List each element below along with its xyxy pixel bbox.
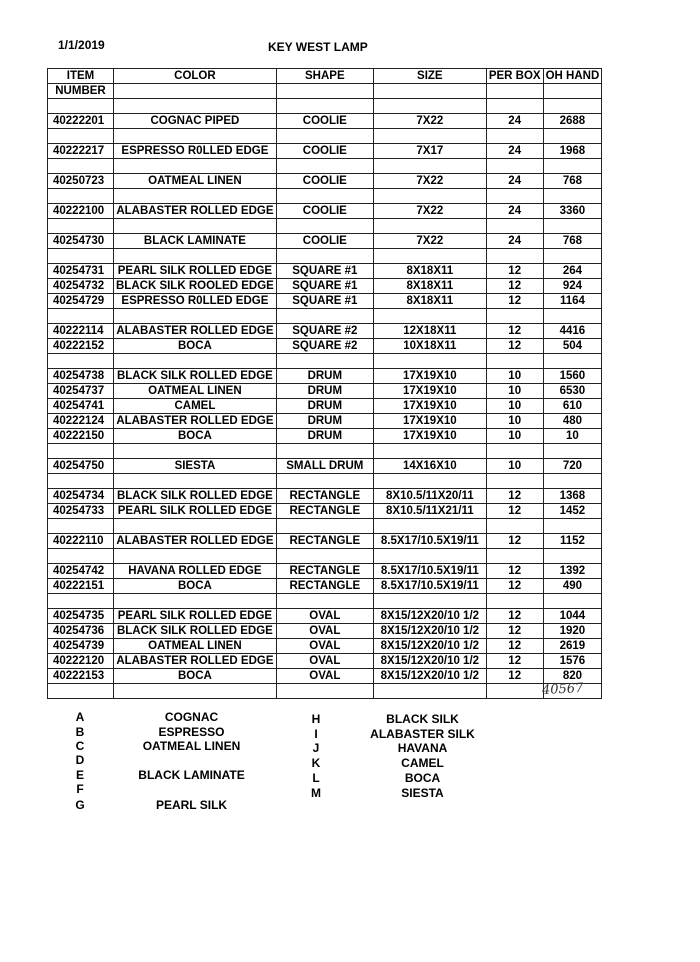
legend-key: K bbox=[311, 756, 321, 770]
table-row bbox=[48, 234, 602, 249]
cell-shape: SQUARE #1 bbox=[276, 264, 373, 279]
cell-per-box: 12 bbox=[486, 624, 543, 639]
cell-on-hand: 264 bbox=[543, 264, 602, 279]
legend-value: PEARL SILK bbox=[155, 798, 228, 812]
cell-shape: DRUM bbox=[276, 369, 373, 384]
table-row bbox=[48, 294, 602, 309]
cell-color: COGNAC PIPED bbox=[114, 114, 277, 129]
table-row bbox=[48, 654, 602, 669]
cell-shape: COOLIE bbox=[276, 144, 373, 159]
cell-item-number: 40222153 bbox=[48, 669, 114, 684]
cell-shape: COOLIE bbox=[276, 204, 373, 219]
cell-shape: RECTANGLE bbox=[276, 489, 373, 504]
col-header-shape: SHAPE bbox=[276, 69, 373, 84]
table-row bbox=[48, 114, 602, 129]
spacer-row bbox=[48, 189, 602, 204]
cell-size: 12X18X11 bbox=[373, 324, 486, 339]
cell-size: 10X18X11 bbox=[373, 339, 486, 354]
legend-value: SIESTA bbox=[401, 786, 444, 800]
cell-item-number: 40222201 bbox=[48, 114, 114, 129]
cell-per-box: 12 bbox=[486, 294, 543, 309]
cell-color: BOCA bbox=[114, 579, 277, 594]
cell-size: 7X17 bbox=[373, 144, 486, 159]
cell-on-hand: 768 bbox=[543, 234, 602, 249]
spacer-row bbox=[48, 159, 602, 174]
legend-key: I bbox=[314, 727, 318, 741]
cell-item-number: 40254737 bbox=[48, 384, 114, 399]
table-row bbox=[48, 339, 602, 354]
cell-per-box: 10 bbox=[486, 459, 543, 474]
table-row bbox=[48, 609, 602, 624]
spacer-row bbox=[48, 219, 602, 234]
cell-on-hand: 1576 bbox=[543, 654, 602, 669]
cell-item-number: 40254733 bbox=[48, 504, 114, 519]
cell-color: BLACK SILK ROLLED EDGE bbox=[114, 489, 277, 504]
legend-key: J bbox=[312, 741, 320, 755]
cell-item-number: 40222110 bbox=[48, 534, 114, 549]
cell-size: 8X18X11 bbox=[373, 264, 486, 279]
cell-on-hand: 924 bbox=[543, 279, 602, 294]
legend-value: BLACK LAMINATE bbox=[138, 768, 245, 782]
cell-size: 8.5X17/10.5X19/11 bbox=[373, 534, 486, 549]
cell-shape: SQUARE #1 bbox=[276, 294, 373, 309]
table-row bbox=[48, 384, 602, 399]
cell-on-hand: 2619 bbox=[543, 639, 602, 654]
cell-shape: SMALL DRUM bbox=[276, 459, 373, 474]
table-row bbox=[48, 504, 602, 519]
table-row bbox=[48, 579, 602, 594]
spacer-row bbox=[48, 249, 602, 264]
cell-item-number: 40254742 bbox=[48, 564, 114, 579]
legend-entry bbox=[0, 741, 700, 756]
cell-per-box: 12 bbox=[486, 579, 543, 594]
cell-color: BLACK LAMINATE bbox=[114, 234, 277, 249]
table-row bbox=[48, 414, 602, 429]
table-subheader-row bbox=[48, 84, 602, 99]
col-subheader-number: NUMBER bbox=[48, 84, 114, 99]
cell-size: 8.5X17/10.5X19/11 bbox=[373, 564, 486, 579]
cell-color: ALABASTER ROLLED EDGE bbox=[114, 534, 277, 549]
cell-per-box: 12 bbox=[486, 324, 543, 339]
cell-on-hand: 10 bbox=[543, 429, 602, 444]
legend-key: B bbox=[75, 725, 85, 739]
cell-shape: DRUM bbox=[276, 414, 373, 429]
cell-shape: COOLIE bbox=[276, 174, 373, 189]
cell-shape: RECTANGLE bbox=[276, 564, 373, 579]
spacer-row bbox=[48, 354, 602, 369]
cell-color: BOCA bbox=[114, 339, 277, 354]
cell-on-hand: 820 bbox=[543, 669, 602, 684]
spacer-row bbox=[48, 129, 602, 144]
table-row bbox=[48, 489, 602, 504]
spacer-row bbox=[48, 309, 602, 324]
inventory-table bbox=[47, 68, 602, 699]
spacer-row bbox=[48, 474, 602, 489]
table-row bbox=[48, 429, 602, 444]
table-row bbox=[48, 174, 602, 189]
legend-value: BOCA bbox=[404, 771, 441, 785]
cell-item-number: 40254741 bbox=[48, 399, 114, 414]
spacer-row bbox=[48, 594, 602, 609]
cell-item-number: 40254729 bbox=[48, 294, 114, 309]
cell-color: CAMEL bbox=[114, 399, 277, 414]
cell-color: BOCA bbox=[114, 429, 277, 444]
cell-shape: OVAL bbox=[276, 609, 373, 624]
cell-size: 17X19X10 bbox=[373, 399, 486, 414]
cell-color: OATMEAL LINEN bbox=[114, 384, 277, 399]
cell-on-hand: 480 bbox=[543, 414, 602, 429]
cell-color: PEARL SILK ROLLED EDGE bbox=[114, 504, 277, 519]
cell-on-hand: 490 bbox=[543, 579, 602, 594]
cell-shape: SQUARE #2 bbox=[276, 339, 373, 354]
cell-item-number: 40254738 bbox=[48, 369, 114, 384]
cell-per-box: 10 bbox=[486, 414, 543, 429]
cell-on-hand: 1920 bbox=[543, 624, 602, 639]
cell-item-number: 40254732 bbox=[48, 279, 114, 294]
spacer-row bbox=[48, 684, 602, 699]
cell-size: 14X16X10 bbox=[373, 459, 486, 474]
cell-size: 8.5X17/10.5X19/11 bbox=[373, 579, 486, 594]
legend-key: C bbox=[75, 739, 85, 753]
cell-item-number: 40254736 bbox=[48, 624, 114, 639]
table-row bbox=[48, 639, 602, 654]
cell-item-number: 40254730 bbox=[48, 234, 114, 249]
sheet-title: KEY WEST LAMP bbox=[268, 40, 368, 54]
cell-color: BLACK SILK ROLLED EDGE bbox=[114, 369, 277, 384]
cell-shape: COOLIE bbox=[276, 114, 373, 129]
col-header-size: SIZE bbox=[373, 69, 486, 84]
cell-shape: DRUM bbox=[276, 384, 373, 399]
cell-shape: COOLIE bbox=[276, 234, 373, 249]
cell-color: PEARL SILK ROLLED EDGE bbox=[114, 609, 277, 624]
cell-size: 7X22 bbox=[373, 204, 486, 219]
cell-per-box: 10 bbox=[486, 429, 543, 444]
cell-color: ESPRESSO R0LLED EDGE bbox=[114, 144, 277, 159]
cell-per-box: 24 bbox=[486, 234, 543, 249]
legend-value: OATMEAL LINEN bbox=[142, 739, 241, 753]
legend-value: ESPRESSO bbox=[158, 725, 225, 739]
cell-color: ESPRESSO R0LLED EDGE bbox=[114, 294, 277, 309]
cell-shape: SQUARE #2 bbox=[276, 324, 373, 339]
col-header-color: COLOR bbox=[114, 69, 277, 84]
table-row bbox=[48, 144, 602, 159]
cell-item-number: 40222151 bbox=[48, 579, 114, 594]
legend-value: CAMEL bbox=[401, 756, 444, 770]
cell-size: 17X19X10 bbox=[373, 369, 486, 384]
table-row bbox=[48, 369, 602, 384]
cell-size: 17X19X10 bbox=[373, 414, 486, 429]
cell-size: 8X15/12X20/10 1/2 bbox=[373, 669, 486, 684]
cell-item-number: 40254731 bbox=[48, 264, 114, 279]
legend-key: M bbox=[311, 786, 321, 800]
cell-on-hand: 720 bbox=[543, 459, 602, 474]
cell-item-number: 40222152 bbox=[48, 339, 114, 354]
cell-on-hand: 4416 bbox=[543, 324, 602, 339]
cell-item-number: 40222120 bbox=[48, 654, 114, 669]
cell-shape: RECTANGLE bbox=[276, 534, 373, 549]
table-row bbox=[48, 324, 602, 339]
cell-per-box: 24 bbox=[486, 204, 543, 219]
cell-shape: OVAL bbox=[276, 624, 373, 639]
cell-per-box: 12 bbox=[486, 339, 543, 354]
cell-on-hand: 1452 bbox=[543, 504, 602, 519]
cell-shape: SQUARE #1 bbox=[276, 279, 373, 294]
cell-shape: RECTANGLE bbox=[276, 504, 373, 519]
col-header-on-hand: OH HAND bbox=[543, 69, 602, 84]
cell-size: 8X18X11 bbox=[373, 279, 486, 294]
cell-size: 8X10.5/11X21/11 bbox=[373, 504, 486, 519]
cell-color: ALABASTER ROLLED EDGE bbox=[114, 654, 277, 669]
legend-value: COGNAC bbox=[164, 710, 219, 724]
cell-on-hand: 610 bbox=[543, 399, 602, 414]
table-row bbox=[48, 624, 602, 639]
cell-color: PEARL SILK ROLLED EDGE bbox=[114, 264, 277, 279]
cell-size: 8X10.5/11X20/11 bbox=[373, 489, 486, 504]
cell-color: SIESTA bbox=[114, 459, 277, 474]
legend-key: E bbox=[75, 768, 84, 782]
cell-per-box: 12 bbox=[486, 534, 543, 549]
cell-per-box: 12 bbox=[486, 279, 543, 294]
legend-entry bbox=[0, 771, 700, 786]
cell-shape: OVAL bbox=[276, 654, 373, 669]
cell-color: ALABASTER ROLLED EDGE bbox=[114, 204, 277, 219]
cell-size: 17X19X10 bbox=[373, 429, 486, 444]
cell-item-number: 40254739 bbox=[48, 639, 114, 654]
spacer-row bbox=[48, 444, 602, 459]
legend-key: F bbox=[76, 782, 84, 796]
cell-item-number: 40222150 bbox=[48, 429, 114, 444]
legend-entry bbox=[0, 727, 700, 742]
legend-entry bbox=[0, 786, 700, 801]
cell-size: 8X15/12X20/10 1/2 bbox=[373, 624, 486, 639]
cell-shape: DRUM bbox=[276, 429, 373, 444]
cell-color: OATMEAL LINEN bbox=[114, 639, 277, 654]
cell-color: ALABASTER ROLLED EDGE bbox=[114, 414, 277, 429]
legend-value: HAVANA bbox=[397, 741, 448, 755]
spacer-row bbox=[48, 99, 602, 114]
cell-per-box: 10 bbox=[486, 369, 543, 384]
cell-color: ALABASTER ROLLED EDGE bbox=[114, 324, 277, 339]
cell-item-number: 40222114 bbox=[48, 324, 114, 339]
cell-per-box: 12 bbox=[486, 639, 543, 654]
legend-value: BLACK SILK bbox=[386, 712, 459, 726]
cell-item-number: 40222217 bbox=[48, 144, 114, 159]
cell-item-number: 40254735 bbox=[48, 609, 114, 624]
cell-on-hand: 6530 bbox=[543, 384, 602, 399]
cell-size: 8X15/12X20/10 1/2 bbox=[373, 654, 486, 669]
cell-per-box: 12 bbox=[486, 564, 543, 579]
cell-size: 8X15/12X20/10 1/2 bbox=[373, 639, 486, 654]
cell-on-hand: 1392 bbox=[543, 564, 602, 579]
table-header-row bbox=[48, 69, 602, 84]
cell-shape: OVAL bbox=[276, 669, 373, 684]
col-header-per-box: PER BOX bbox=[486, 69, 543, 84]
table-row bbox=[48, 669, 602, 684]
sheet-date: 1/1/2019 bbox=[58, 38, 105, 52]
cell-item-number: 40222124 bbox=[48, 414, 114, 429]
cell-per-box: 12 bbox=[486, 489, 543, 504]
table-row bbox=[48, 264, 602, 279]
cell-per-box: 10 bbox=[486, 399, 543, 414]
cell-item-number: 40254750 bbox=[48, 459, 114, 474]
table-row bbox=[48, 459, 602, 474]
cell-per-box: 12 bbox=[486, 654, 543, 669]
table-row bbox=[48, 564, 602, 579]
cell-color: HAVANA ROLLED EDGE bbox=[114, 564, 277, 579]
cell-item-number: 40222100 bbox=[48, 204, 114, 219]
legend-key: G bbox=[75, 798, 85, 812]
legend-key: A bbox=[75, 710, 85, 724]
cell-item-number: 40250723 bbox=[48, 174, 114, 189]
table-row bbox=[48, 399, 602, 414]
legend-value: ALABASTER SILK bbox=[370, 727, 475, 741]
legend-entry bbox=[0, 712, 700, 727]
legend-key: H bbox=[311, 712, 321, 726]
cell-per-box: 24 bbox=[486, 144, 543, 159]
table-row bbox=[48, 204, 602, 219]
cell-on-hand: 504 bbox=[543, 339, 602, 354]
cell-on-hand: 1560 bbox=[543, 369, 602, 384]
cell-per-box: 12 bbox=[486, 609, 543, 624]
cell-size: 17X19X10 bbox=[373, 384, 486, 399]
handwritten-note: 40567 bbox=[541, 680, 584, 699]
cell-size: 7X22 bbox=[373, 114, 486, 129]
legend-key: D bbox=[75, 753, 85, 767]
cell-color: BLACK SILK ROLLED EDGE bbox=[114, 624, 277, 639]
spacer-row bbox=[48, 549, 602, 564]
cell-per-box: 24 bbox=[486, 174, 543, 189]
cell-on-hand: 2688 bbox=[543, 114, 602, 129]
cell-on-hand: 3360 bbox=[543, 204, 602, 219]
cell-per-box: 12 bbox=[486, 669, 543, 684]
legend-entry bbox=[0, 756, 700, 771]
cell-per-box: 10 bbox=[486, 384, 543, 399]
cell-on-hand: 1368 bbox=[543, 489, 602, 504]
cell-color: BOCA bbox=[114, 669, 277, 684]
spacer-row bbox=[48, 519, 602, 534]
cell-on-hand: 1164 bbox=[543, 294, 602, 309]
cell-shape: RECTANGLE bbox=[276, 579, 373, 594]
cell-on-hand: 1044 bbox=[543, 609, 602, 624]
cell-per-box: 12 bbox=[486, 504, 543, 519]
col-header-item: ITEM bbox=[48, 69, 114, 84]
cell-item-number: 40254734 bbox=[48, 489, 114, 504]
cell-shape: DRUM bbox=[276, 399, 373, 414]
inventory-table-body bbox=[48, 99, 602, 699]
cell-size: 7X22 bbox=[373, 174, 486, 189]
cell-color: BLACK SILK ROOLED EDGE bbox=[114, 279, 277, 294]
cell-size: 8X15/12X20/10 1/2 bbox=[373, 609, 486, 624]
cell-per-box: 24 bbox=[486, 114, 543, 129]
cell-on-hand: 768 bbox=[543, 174, 602, 189]
table-row bbox=[48, 279, 602, 294]
cell-size: 8X18X11 bbox=[373, 294, 486, 309]
legend-key: L bbox=[312, 771, 320, 785]
cell-size: 7X22 bbox=[373, 234, 486, 249]
cell-shape: OVAL bbox=[276, 639, 373, 654]
cell-on-hand: 1968 bbox=[543, 144, 602, 159]
cell-on-hand: 1152 bbox=[543, 534, 602, 549]
table-row bbox=[48, 534, 602, 549]
cell-per-box: 12 bbox=[486, 264, 543, 279]
cell-color: OATMEAL LINEN bbox=[114, 174, 277, 189]
